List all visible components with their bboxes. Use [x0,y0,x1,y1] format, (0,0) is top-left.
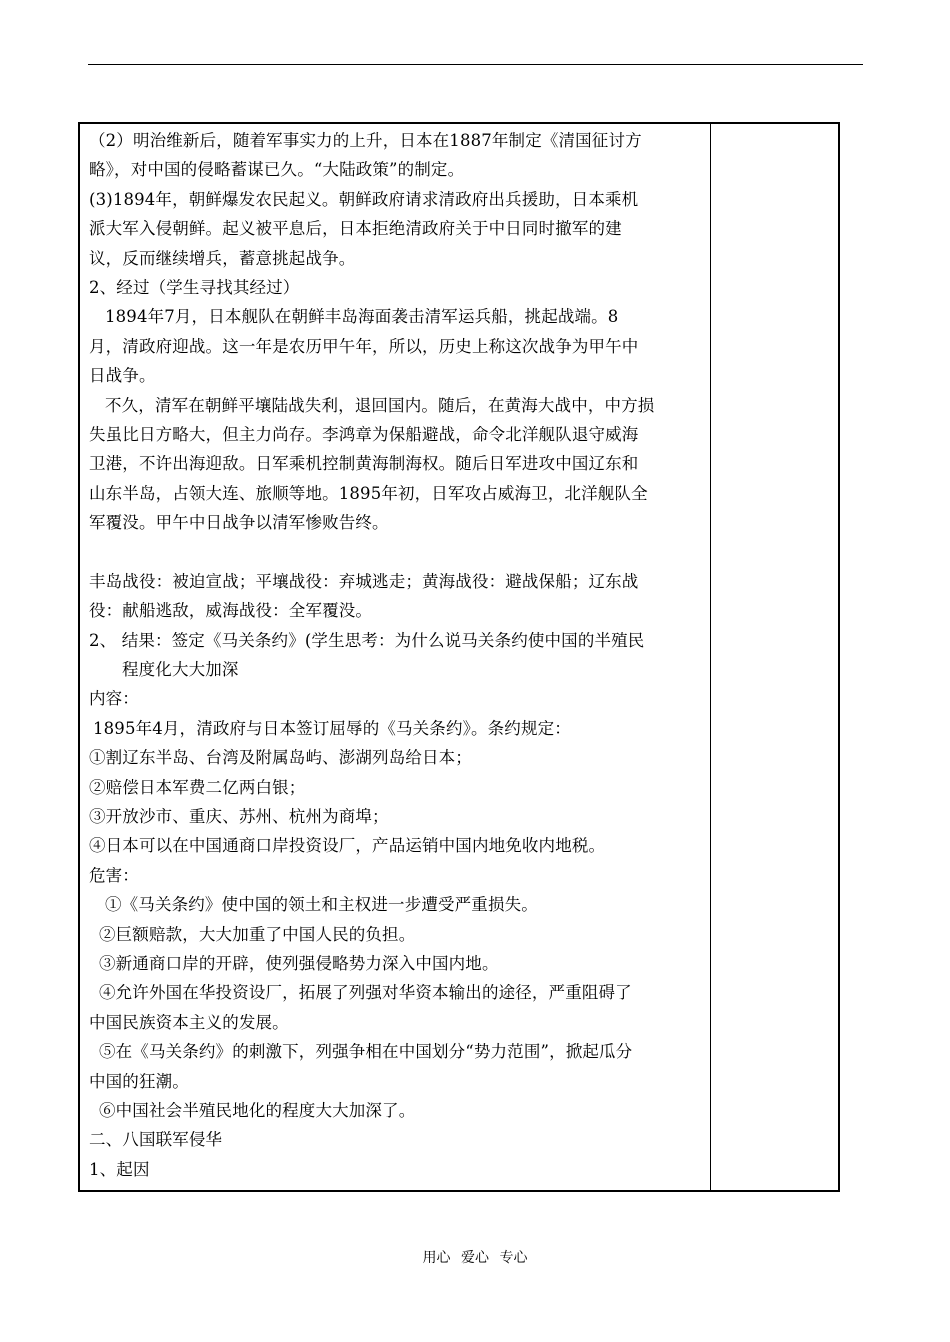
text-line: 内容： [89,689,139,709]
text-line: 卫港，不许出海迎敌。日军乘机控制黄海制海权。随后日军进攻中国辽东和 [89,454,639,474]
text-line: 日战争。 [89,366,156,386]
text-line: ③开放沙市、重庆、苏州、杭州为商埠； [89,806,389,826]
text-line: 中国的狂潮。 [89,1071,189,1091]
header-rule [88,64,863,65]
text-line: 2、 结果：签定《马关条约》(学生思考：为什么说马关条约使中国的半殖民 [89,630,645,650]
text-line: ③新通商口岸的开辟，使列强侵略势力深入中国内地。 [99,953,499,973]
text-line: 役：献船逃敌，威海战役：全军覆没。 [89,601,373,621]
text-line: 军覆没。甲午中日战争以清军惨败告终。 [89,513,389,533]
text-line: 略》，对中国的侵略蓄谋已久。“大陆政策”的制定。 [89,160,465,180]
text-line: ④允许外国在华投资设厂，拓展了列强对华资本输出的途径，严重阻碍了 [99,983,632,1003]
notes-column [711,124,838,1190]
text-line: 1894年7月，日本舰队在朝鲜丰岛海面袭击清军运兵船，挑起战端。8 [105,307,619,327]
text-line: 1895年4月，清政府与日本签订屈辱的《马关条约》。条约规定： [93,718,571,738]
text-line: 程度化大大加深 [122,660,239,680]
text-line: 山东半岛，占领大连、旅顺等地。1895年初，日军攻占威海卫，北洋舰队全 [89,483,648,503]
text-line: 月，清政府迎战。这一年是农历甲午年，所以，历史上称这次战争为甲午中 [89,336,639,356]
text-line: ②赔偿日本军费二亿两白银； [89,777,306,797]
text-line: ①割辽东半岛、台湾及附属岛屿、澎湖列岛给日本； [89,748,472,768]
text-line: 2、经过（学生寻找其经过） [89,277,300,297]
text-line [89,537,702,566]
text-line: 派大军入侵朝鲜。起义被平息后，日本拒绝清政府关于中日同时撤军的建 [89,219,622,239]
text-line: ⑤在《马关条约》的刺激下，列强争相在中国划分“势力范围”，掀起瓜分 [99,1042,633,1062]
text-line: 1、起因 [89,1159,150,1179]
text-line: ①《马关条约》使中国的领土和主权进一步遭受严重损失。 [105,895,538,915]
content-table [78,122,840,1192]
text-line: (3)1894年，朝鲜爆发农民起义。朝鲜政府请求清政府出兵援助，日本乘机 [89,189,639,209]
text-line: ⑥中国社会半殖民地化的程度大大加深了。 [99,1100,416,1120]
text-line: 丰岛战役：被迫宣战；平壤战役：弃城逃走；黄海战役：避战保船；辽东战 [89,571,639,591]
text-line: ②巨额赔款，大大加重了中国人民的负担。 [99,924,416,944]
text-line: ④日本可以在中国通商口岸投资设厂，产品运销中国内地免收内地税。 [89,836,606,856]
text-line: 不久，清军在朝鲜平壤陆战失利，退回国内。随后，在黄海大战中，中方损 [105,395,655,415]
text-line: （2）明治维新后，随着军事实力的上升，日本在1887年制定《清国征讨方 [89,131,642,150]
text-line: 危害： [89,865,139,885]
text-line: 失虽比日方略大，但主力尚存。李鸿章为保船避战，命令北洋舰队退守威海 [89,424,639,444]
text-line: 中国民族资本主义的发展。 [89,1012,289,1032]
page-footer: 用心 爱心 专心 [422,1250,528,1266]
text-line: 议，反而继续增兵，蓄意挑起战争。 [89,248,356,268]
content-column [80,124,711,1190]
text-line: 二、八国联军侵华 [89,1130,223,1150]
